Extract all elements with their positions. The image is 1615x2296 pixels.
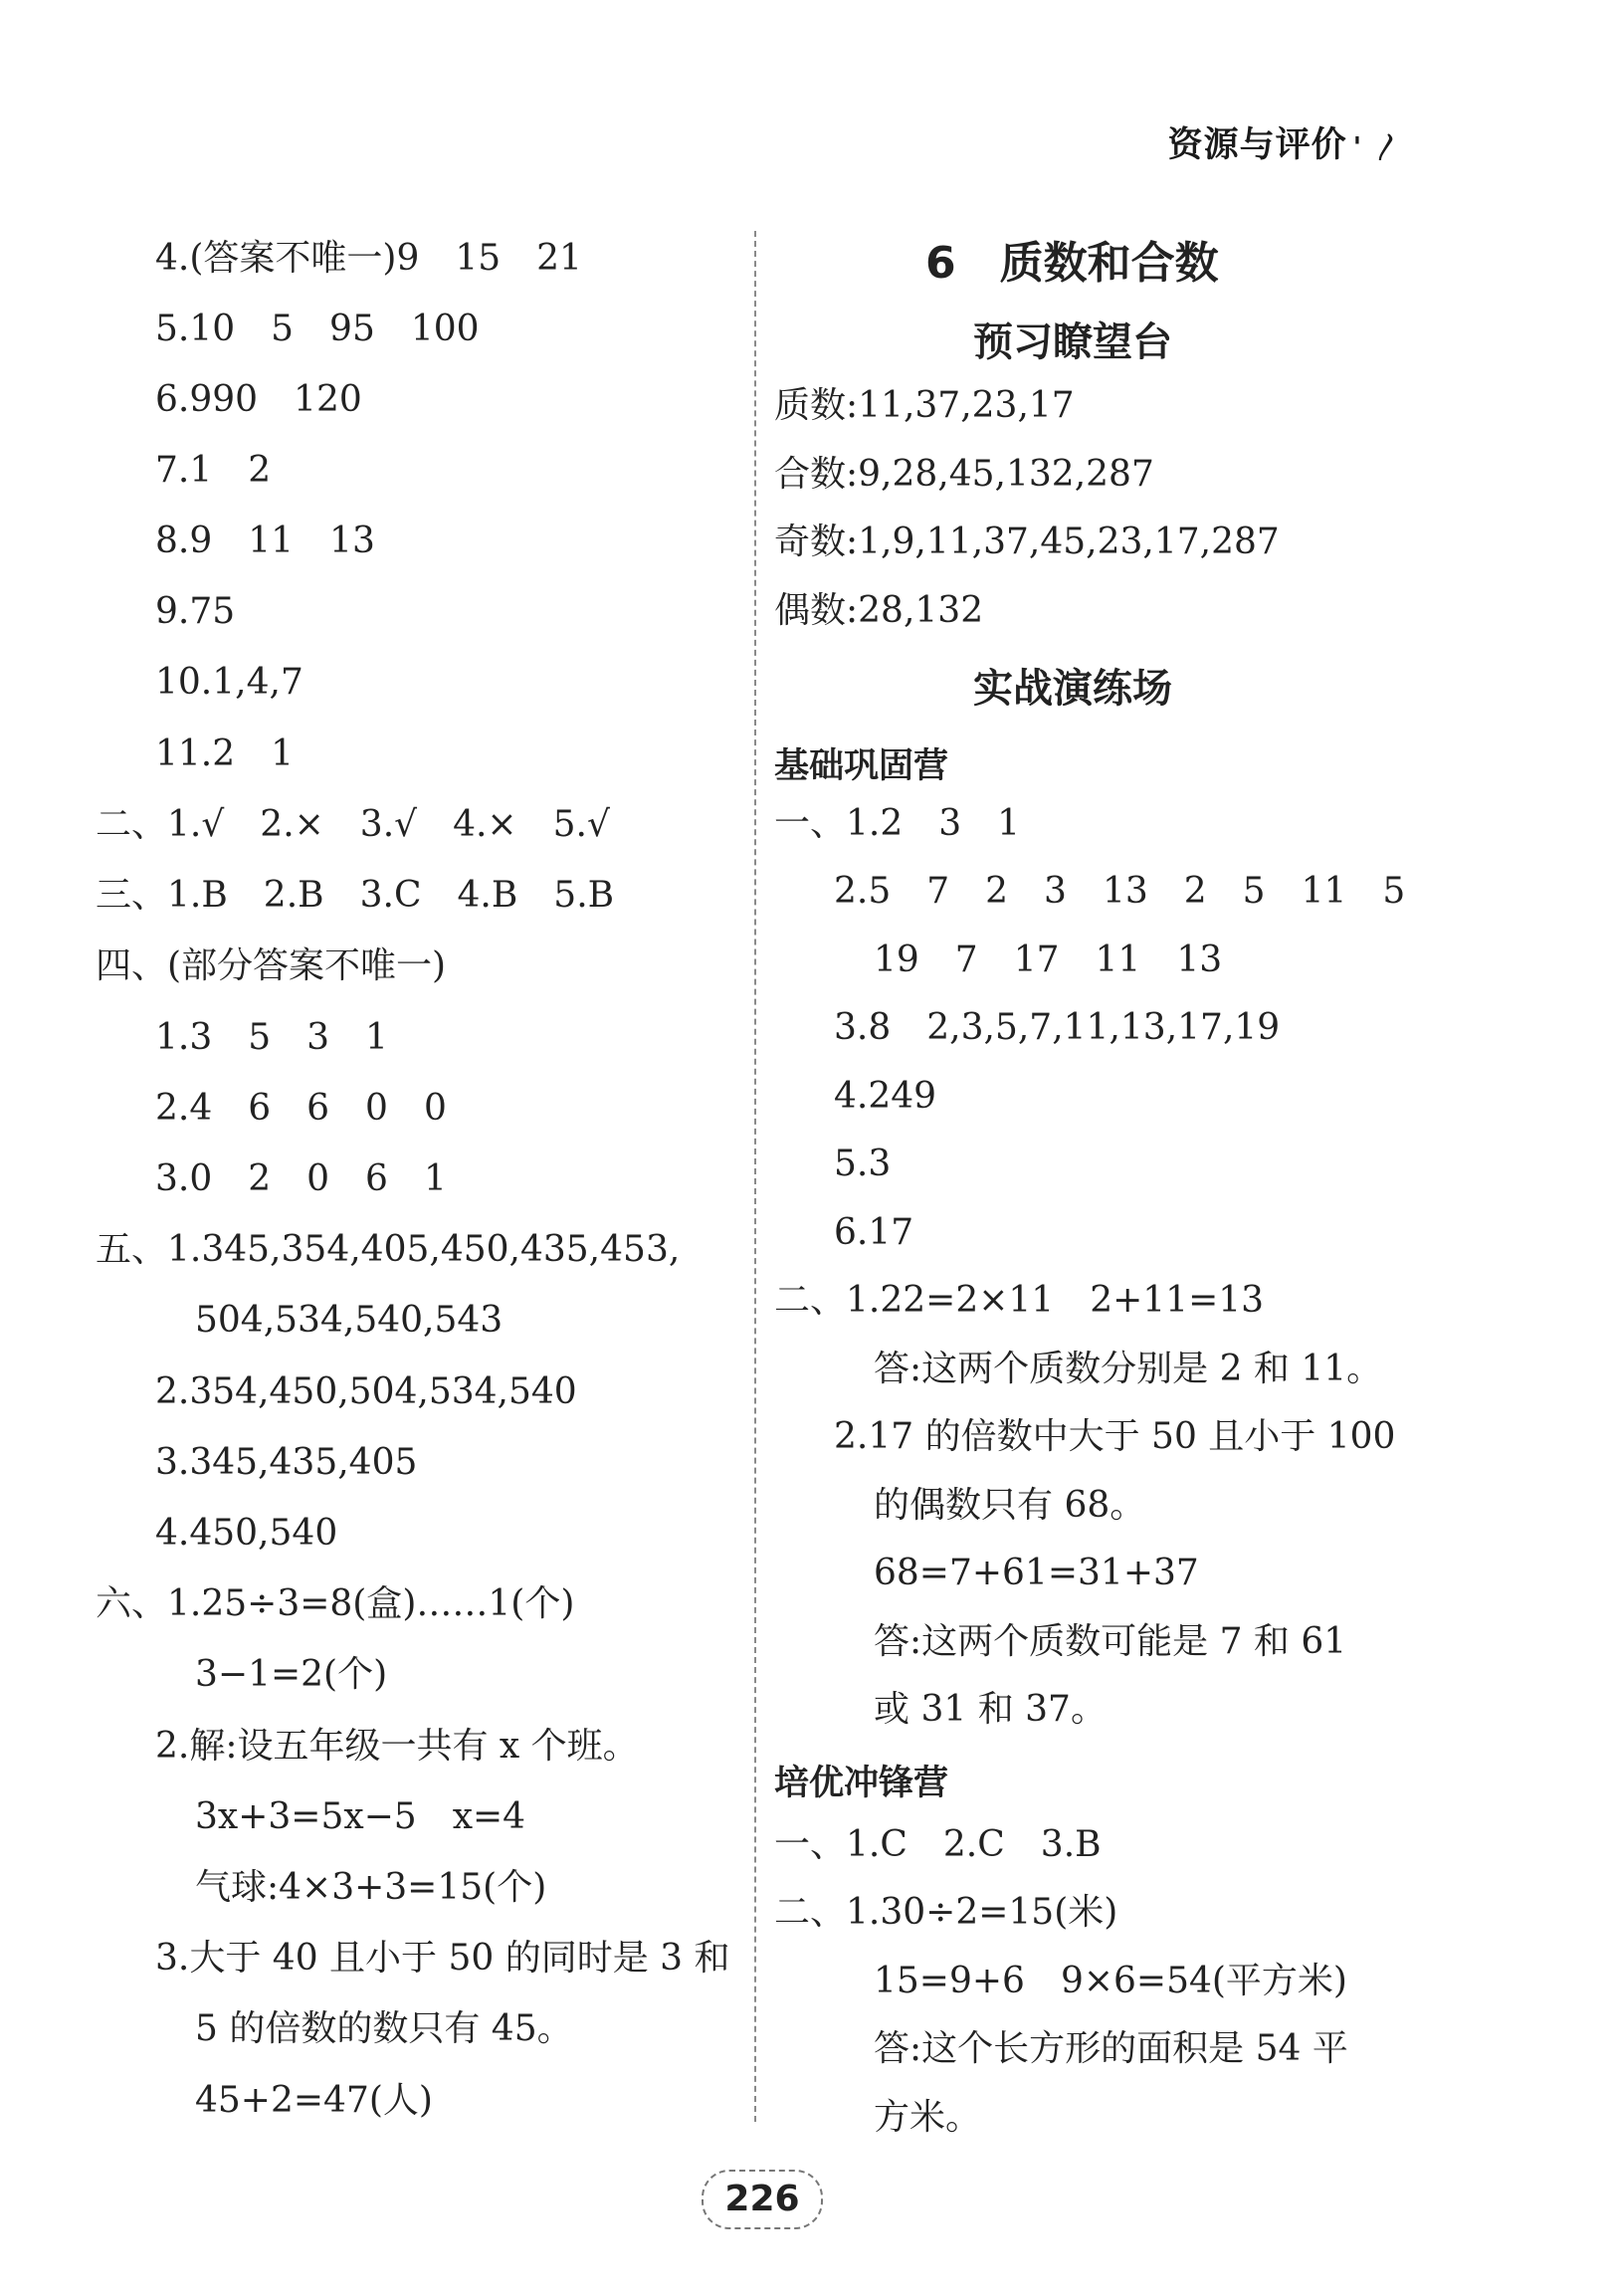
answer-line: 4.450,540 <box>155 1513 338 1554</box>
answer-line: 二、1.√ 2.× 3.√ 4.× 5.√ <box>96 804 610 845</box>
basic-line: 19 7 17 11 13 <box>874 939 1223 980</box>
basic-line: 68=7+61=31+37 <box>874 1553 1199 1593</box>
answer-line: 8.9 11 13 <box>155 521 375 561</box>
preview-line: 质数:11,37,23,17 <box>774 385 1075 426</box>
preview-line: 偶数:28,132 <box>774 590 984 631</box>
answer-line: 5 的倍数的数只有 45。 <box>195 2008 573 2049</box>
answer-line: 9.75 <box>155 591 236 632</box>
answer-line: 六、1.25÷3=8(盒)……1(个) <box>96 1583 575 1624</box>
basic-line: 答:这两个质数分别是 2 和 11。 <box>874 1349 1383 1389</box>
column-divider <box>754 231 756 2122</box>
basic-line: 或 31 和 37。 <box>874 1689 1107 1730</box>
section-title: 6 质数和合数 <box>925 238 1219 289</box>
answer-line: 五、1.345,354,405,450,435,453, <box>96 1229 681 1270</box>
answer-line: 3.大于 40 且小于 50 的同时是 3 和 <box>155 1938 730 1979</box>
basic-section-label: 基础巩固营 <box>774 746 949 786</box>
preview-line: 合数:9,28,45,132,287 <box>774 454 1154 495</box>
answer-line: 45+2=47(人) <box>195 2080 433 2121</box>
answer-line: 2.4 6 6 0 0 <box>155 1088 447 1129</box>
advanced-section-label: 培优冲锋营 <box>774 1764 949 1803</box>
basic-line: 4.249 <box>834 1076 937 1117</box>
advanced-line: 方米。 <box>874 2097 982 2138</box>
basic-line: 的偶数只有 68。 <box>874 1485 1146 1526</box>
advanced-line: 15=9+6 9×6=54(平方米) <box>874 1961 1347 2001</box>
answer-line: 6.990 120 <box>155 379 362 420</box>
basic-line: 2.17 的倍数中大于 50 且小于 100 <box>834 1416 1396 1457</box>
header-title: 资源与评价 <box>1167 125 1347 165</box>
answer-line: 3x+3=5x−5 x=4 <box>195 1796 526 1837</box>
basic-line: 3.8 2,3,5,7,11,13,17,19 <box>834 1007 1281 1048</box>
answer-line: 10.1,4,7 <box>155 662 303 703</box>
page-number: 226 <box>702 2170 823 2229</box>
basic-line: 6.17 <box>834 1212 914 1253</box>
basic-line: 5.3 <box>834 1144 892 1184</box>
basic-line: 一、1.2 3 1 <box>774 803 1021 844</box>
answer-line: 3−1=2(个) <box>195 1654 388 1695</box>
basic-line: 答:这两个质数可能是 7 和 61 <box>874 1621 1347 1662</box>
answer-line: 2.解:设五年级一共有 x 个班。 <box>155 1726 639 1767</box>
preview-heading: 预习瞭望台 <box>973 319 1172 365</box>
answer-line: 504,534,540,543 <box>195 1300 504 1341</box>
advanced-line: 二、1.30÷2=15(米) <box>774 1892 1118 1933</box>
answer-line: 5.10 5 95 100 <box>155 309 480 349</box>
advanced-line: 一、1.C 2.C 3.B <box>774 1824 1102 1865</box>
answer-line: 3.0 2 0 6 1 <box>155 1158 447 1199</box>
practice-heading: 实战演练场 <box>973 666 1172 712</box>
answer-line: 2.354,450,504,534,540 <box>155 1371 577 1412</box>
answer-line: 气球:4×3+3=15(个) <box>195 1867 547 1908</box>
answer-line: 3.345,435,405 <box>155 1442 418 1483</box>
header-logo-mark: ꞌ 〳 <box>1352 130 1402 163</box>
answer-line: 4.(答案不唯一)9 15 21 <box>155 238 582 279</box>
basic-line: 2.5 7 2 3 13 2 5 11 5 <box>834 871 1406 912</box>
header-title-block <box>1168 117 1402 167</box>
answer-line: 三、1.B 2.B 3.C 4.B 5.B <box>96 875 615 916</box>
advanced-line: 答:这个长方形的面积是 54 平 <box>874 2028 1348 2069</box>
answer-line: 四、(部分答案不唯一) <box>96 945 447 986</box>
basic-line: 二、1.22=2×11 2+11=13 <box>774 1280 1265 1321</box>
answer-line: 11.2 1 <box>155 733 295 774</box>
answer-line: 1.3 5 3 1 <box>155 1017 388 1058</box>
preview-line: 奇数:1,9,11,37,45,23,17,287 <box>774 522 1280 562</box>
answer-line: 7.1 2 <box>155 450 272 491</box>
